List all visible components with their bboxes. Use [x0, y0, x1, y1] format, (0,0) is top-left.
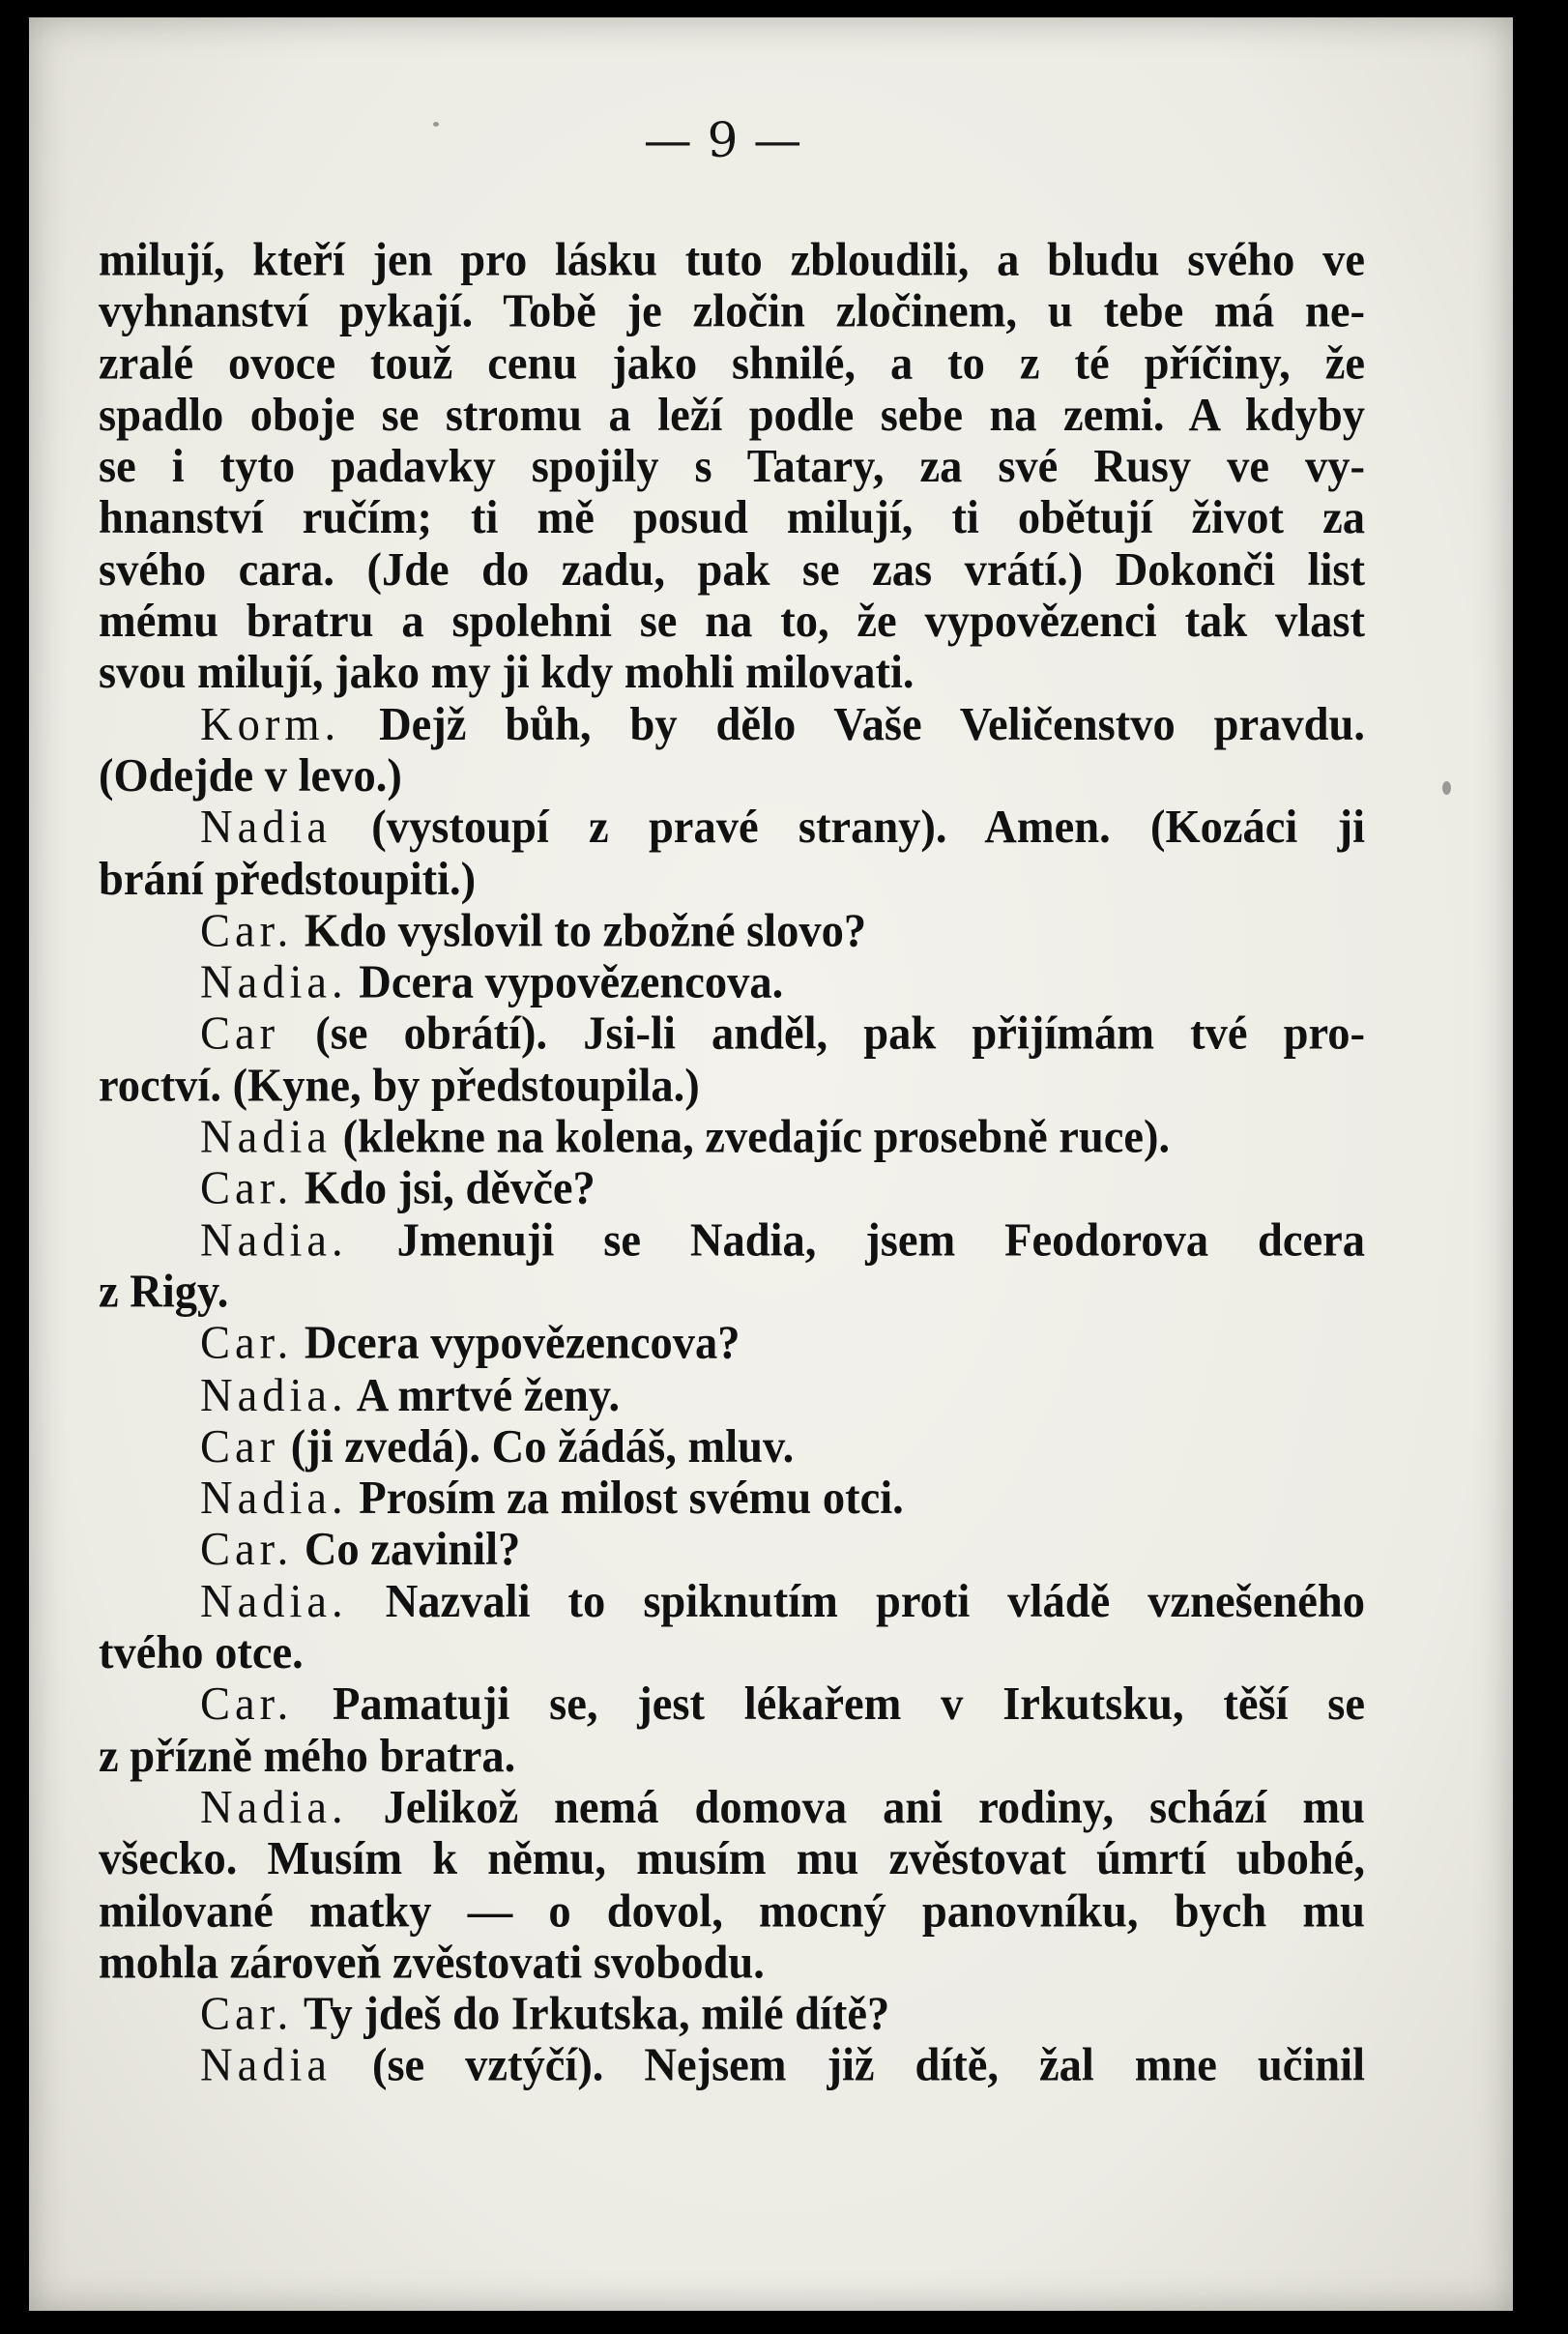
text-line [99, 1008, 1365, 1060]
line-text: vyhnanství pykají. Tobě je zločin zločinem, u tebe má ne- [99, 286, 1365, 338]
line-text: Jelikož nemá domova ani rodiny, schází mu [347, 1782, 1365, 1834]
text-line [99, 596, 1365, 647]
text-line [99, 750, 1365, 802]
line-text: se i tyto padavky spojily s Tatary, za své Rusy ve vy- [99, 441, 1365, 493]
speaker-label: Nadia. [200, 1369, 348, 1421]
line-text: mému bratru a spolehni se na to, že vypovězenci tak vlast [99, 596, 1365, 648]
text-line [99, 1938, 1365, 1989]
text-line [99, 957, 1365, 1008]
line-text: svou milují, jako my ji kdy mohli milovati. [99, 647, 915, 699]
text-line [99, 1473, 1365, 1524]
line-text: zralé ovoce touž cenu jako shnilé, a to z té příčiny, že [99, 337, 1365, 390]
line-text: mohla zároveň zvěstovati svobodu. [99, 1937, 765, 1989]
speaker-label: Car [200, 1008, 280, 1061]
text-line [99, 906, 1365, 957]
line-text: Nazvali to spiknutím proti vládě vznešeného [347, 1576, 1365, 1628]
speaker-label: Car. [200, 905, 294, 957]
text-line [99, 1267, 1365, 1318]
speaker-label: Car. [200, 1988, 294, 2040]
text-line [99, 1834, 1365, 1885]
text-line [99, 1215, 1365, 1267]
text-line [99, 1318, 1365, 1369]
line-text: (Odejde v levo.) [99, 750, 402, 802]
line-text: hnanství ručím; ti mě posud milují, ti obětují život za [99, 492, 1365, 544]
text-line [99, 544, 1365, 596]
line-text: Dcera vypovězencova? [293, 1318, 740, 1370]
line-text: (ji zvedá). Co žádáš, mluv. [279, 1421, 795, 1473]
line-text: milované matky — o dovol, mocný panovníku, bych mu [99, 1885, 1365, 1938]
line-text: Jmenuji se Nadia, jsem Feodorova dcera [347, 1214, 1365, 1267]
text-line [99, 441, 1365, 492]
line-text: tvého otce. [99, 1627, 304, 1679]
line-text: Dejž bůh, by dělo Vaše Veličenstvo pravdu. [340, 699, 1365, 751]
speaker-label: Car. [200, 1318, 294, 1370]
line-text: milují, kteří jen pro lásku tuto zbloudili, a bludu svého ve [99, 235, 1365, 287]
text-line [99, 1576, 1365, 1627]
text-line [99, 1421, 1365, 1473]
line-text: Ty jdeš do Irkutska, milé dítě? [293, 1988, 890, 2040]
line-text: Pamatuji se, jest lékařem v Irkutsku, těší se [293, 1678, 1365, 1731]
speaker-label: Car. [200, 1163, 294, 1215]
speaker-label: Nadia [200, 1111, 333, 1163]
line-text: spadlo oboje se stromu a leží podle sebe na zemi. A kdyby [99, 390, 1365, 442]
text-line [99, 802, 1365, 854]
text-line [99, 493, 1365, 544]
text-line [99, 338, 1365, 390]
line-text: (se obrátí). Jsi-li anděl, pak přijímám tvé pro- [279, 1008, 1365, 1061]
text-line [99, 390, 1365, 441]
text-body [99, 235, 1365, 2092]
text-line [99, 699, 1365, 750]
speaker-label: Nadia. [200, 956, 348, 1008]
book-page [29, 17, 1513, 2311]
line-text: z Rigy. [99, 1266, 229, 1319]
text-line [99, 2040, 1365, 2091]
text-line [99, 1731, 1365, 1782]
text-line [99, 1370, 1365, 1421]
text-line [99, 1989, 1365, 2040]
line-text: Dcera vypovězencova. [347, 956, 784, 1008]
line-text: z přízně mého bratra. [99, 1731, 516, 1783]
speaker-label: Nadia. [200, 1576, 348, 1628]
scan-speck [1442, 781, 1451, 795]
text-line [99, 648, 1365, 699]
line-text: (vystoupí z pravé strany). Amen. (Kozáci ji [332, 802, 1365, 854]
speaker-label: Car [200, 1421, 280, 1473]
speaker-label: Nadia [200, 2040, 333, 2092]
text-line [99, 286, 1365, 337]
text-line [99, 1782, 1365, 1833]
speaker-label: Nadia. [200, 1214, 348, 1267]
text-line [99, 1061, 1365, 1112]
line-text: A mrtvé ženy. [347, 1369, 621, 1421]
text-line [99, 1885, 1365, 1937]
page-number: — 9 — [643, 112, 802, 168]
speaker-label: Nadia. [200, 1473, 348, 1525]
text-line [99, 1163, 1365, 1214]
line-text: (klekne na kolena, zvedajíc prosebně ruce). [332, 1111, 1171, 1163]
text-line [99, 854, 1365, 905]
text-line [99, 1112, 1365, 1163]
speaker-label: Car. [200, 1524, 294, 1576]
line-text: Kdo vyslovil to zbožné slovo? [293, 905, 867, 957]
text-line [99, 1627, 1365, 1678]
text-line [99, 1525, 1365, 1576]
line-text: brání předstoupiti.) [99, 854, 477, 906]
line-text: roctví. (Kyne, by předstoupila.) [99, 1060, 700, 1112]
text-line [99, 1679, 1365, 1731]
line-text: (se vztýčí). Nejsem již dítě, žal mne učinil [332, 2040, 1365, 2092]
line-text: Prosím za milost svému otci. [347, 1473, 904, 1525]
speaker-label: Nadia [200, 802, 333, 854]
line-text: Kdo jsi, děvče? [293, 1163, 595, 1215]
text-line [99, 235, 1365, 286]
speaker-label: Nadia. [200, 1782, 348, 1834]
speaker-label: Korm. [200, 699, 341, 751]
scan-speck [433, 122, 439, 127]
line-text: Co zavinil? [293, 1524, 521, 1576]
speaker-label: Car. [200, 1678, 294, 1731]
line-text: všecko. Musím k němu, musím mu zvěstovat úmrtí ubohé, [99, 1833, 1365, 1885]
line-text: svého cara. (Jde do zadu, pak se zas vrátí.) Dokonči list [99, 544, 1365, 597]
